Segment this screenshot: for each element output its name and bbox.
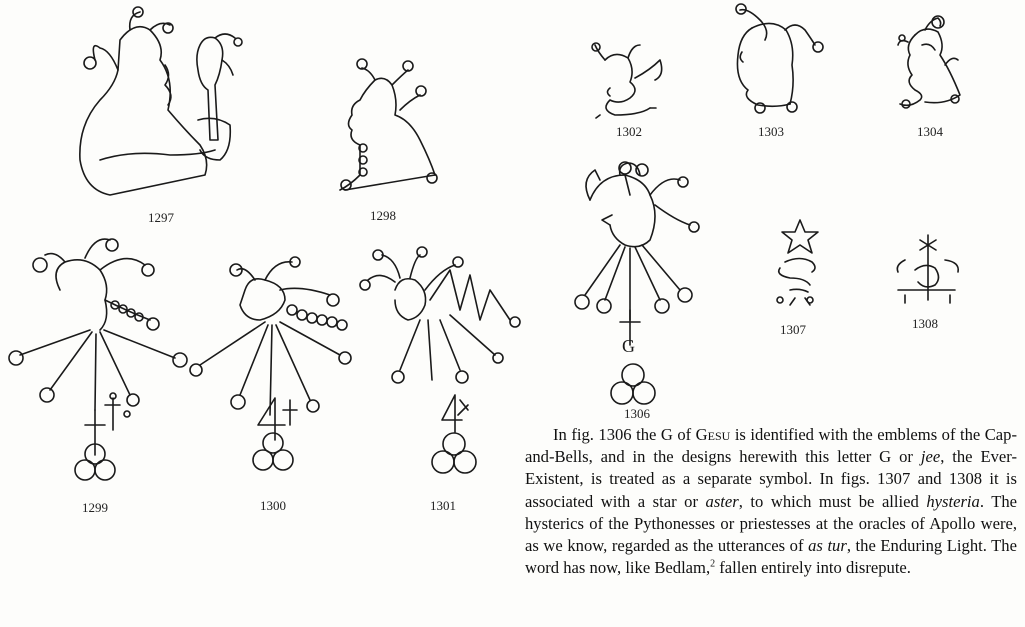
fig-label-1298: 1298	[370, 208, 396, 223]
fig-label-1303: 1303	[758, 124, 784, 139]
text-run: is identified with the emblems of the Cap-and-Bells, and in the designs herewith this letter G or	[525, 425, 1017, 467]
body-paragraph	[525, 424, 1017, 579]
text-run: In fig. 1306 the G of	[553, 425, 696, 444]
text-run: fallen entirely into disrepute.	[715, 558, 911, 578]
text-run: . The hysterics of the Pythonesses or priestesses at the oracles of Apollo were, as we know, regarded as the utterances of	[525, 491, 1017, 556]
fig-1300-drawing	[190, 257, 351, 470]
italic-word: as tur	[808, 536, 847, 556]
fig-label-1307: 1307	[780, 322, 806, 337]
text-run: , the Ever-Existent, is treated as a separate symbol. In figs. 1307 and 1308 it is associated with a star or	[525, 447, 1017, 511]
svg-text:G: G	[622, 336, 635, 356]
fig-1303-drawing	[736, 4, 823, 113]
paragraph	[525, 424, 1017, 579]
fig-1298-drawing	[340, 59, 437, 190]
fig-label-1308: 1308	[912, 316, 938, 331]
fig-label-1304: 1304	[917, 124, 943, 139]
fig-label-1297: 1297	[148, 210, 174, 225]
fig-1307-drawing	[777, 220, 818, 305]
fig-1306-drawing	[575, 162, 699, 404]
fig-label-1299: 1299	[82, 500, 108, 515]
fig-label-1301: 1301	[430, 498, 456, 513]
italic-word: aster	[705, 491, 739, 511]
fig-1299-drawing	[9, 239, 187, 480]
footnote-marker[interactable]: 2	[710, 558, 716, 570]
fig-label-1300: 1300	[260, 498, 286, 513]
fig-1304-drawing	[898, 16, 960, 108]
fig-label-1306: 1306	[624, 406, 650, 421]
small-caps-word: Gesu	[695, 425, 731, 444]
fig-1301-drawing	[360, 247, 520, 473]
fig-1297-drawing	[80, 7, 242, 195]
fig-label-1302: 1302	[616, 124, 642, 139]
italic-word: hysteria	[926, 491, 980, 511]
fig-1308-drawing	[897, 235, 958, 303]
text-run: , the Enduring Light. The word has now, like Bedlam,	[525, 536, 1017, 578]
italic-word: jee	[920, 447, 941, 467]
fig-1302-drawing	[592, 43, 662, 118]
text-run: , to which must be allied	[738, 491, 927, 511]
